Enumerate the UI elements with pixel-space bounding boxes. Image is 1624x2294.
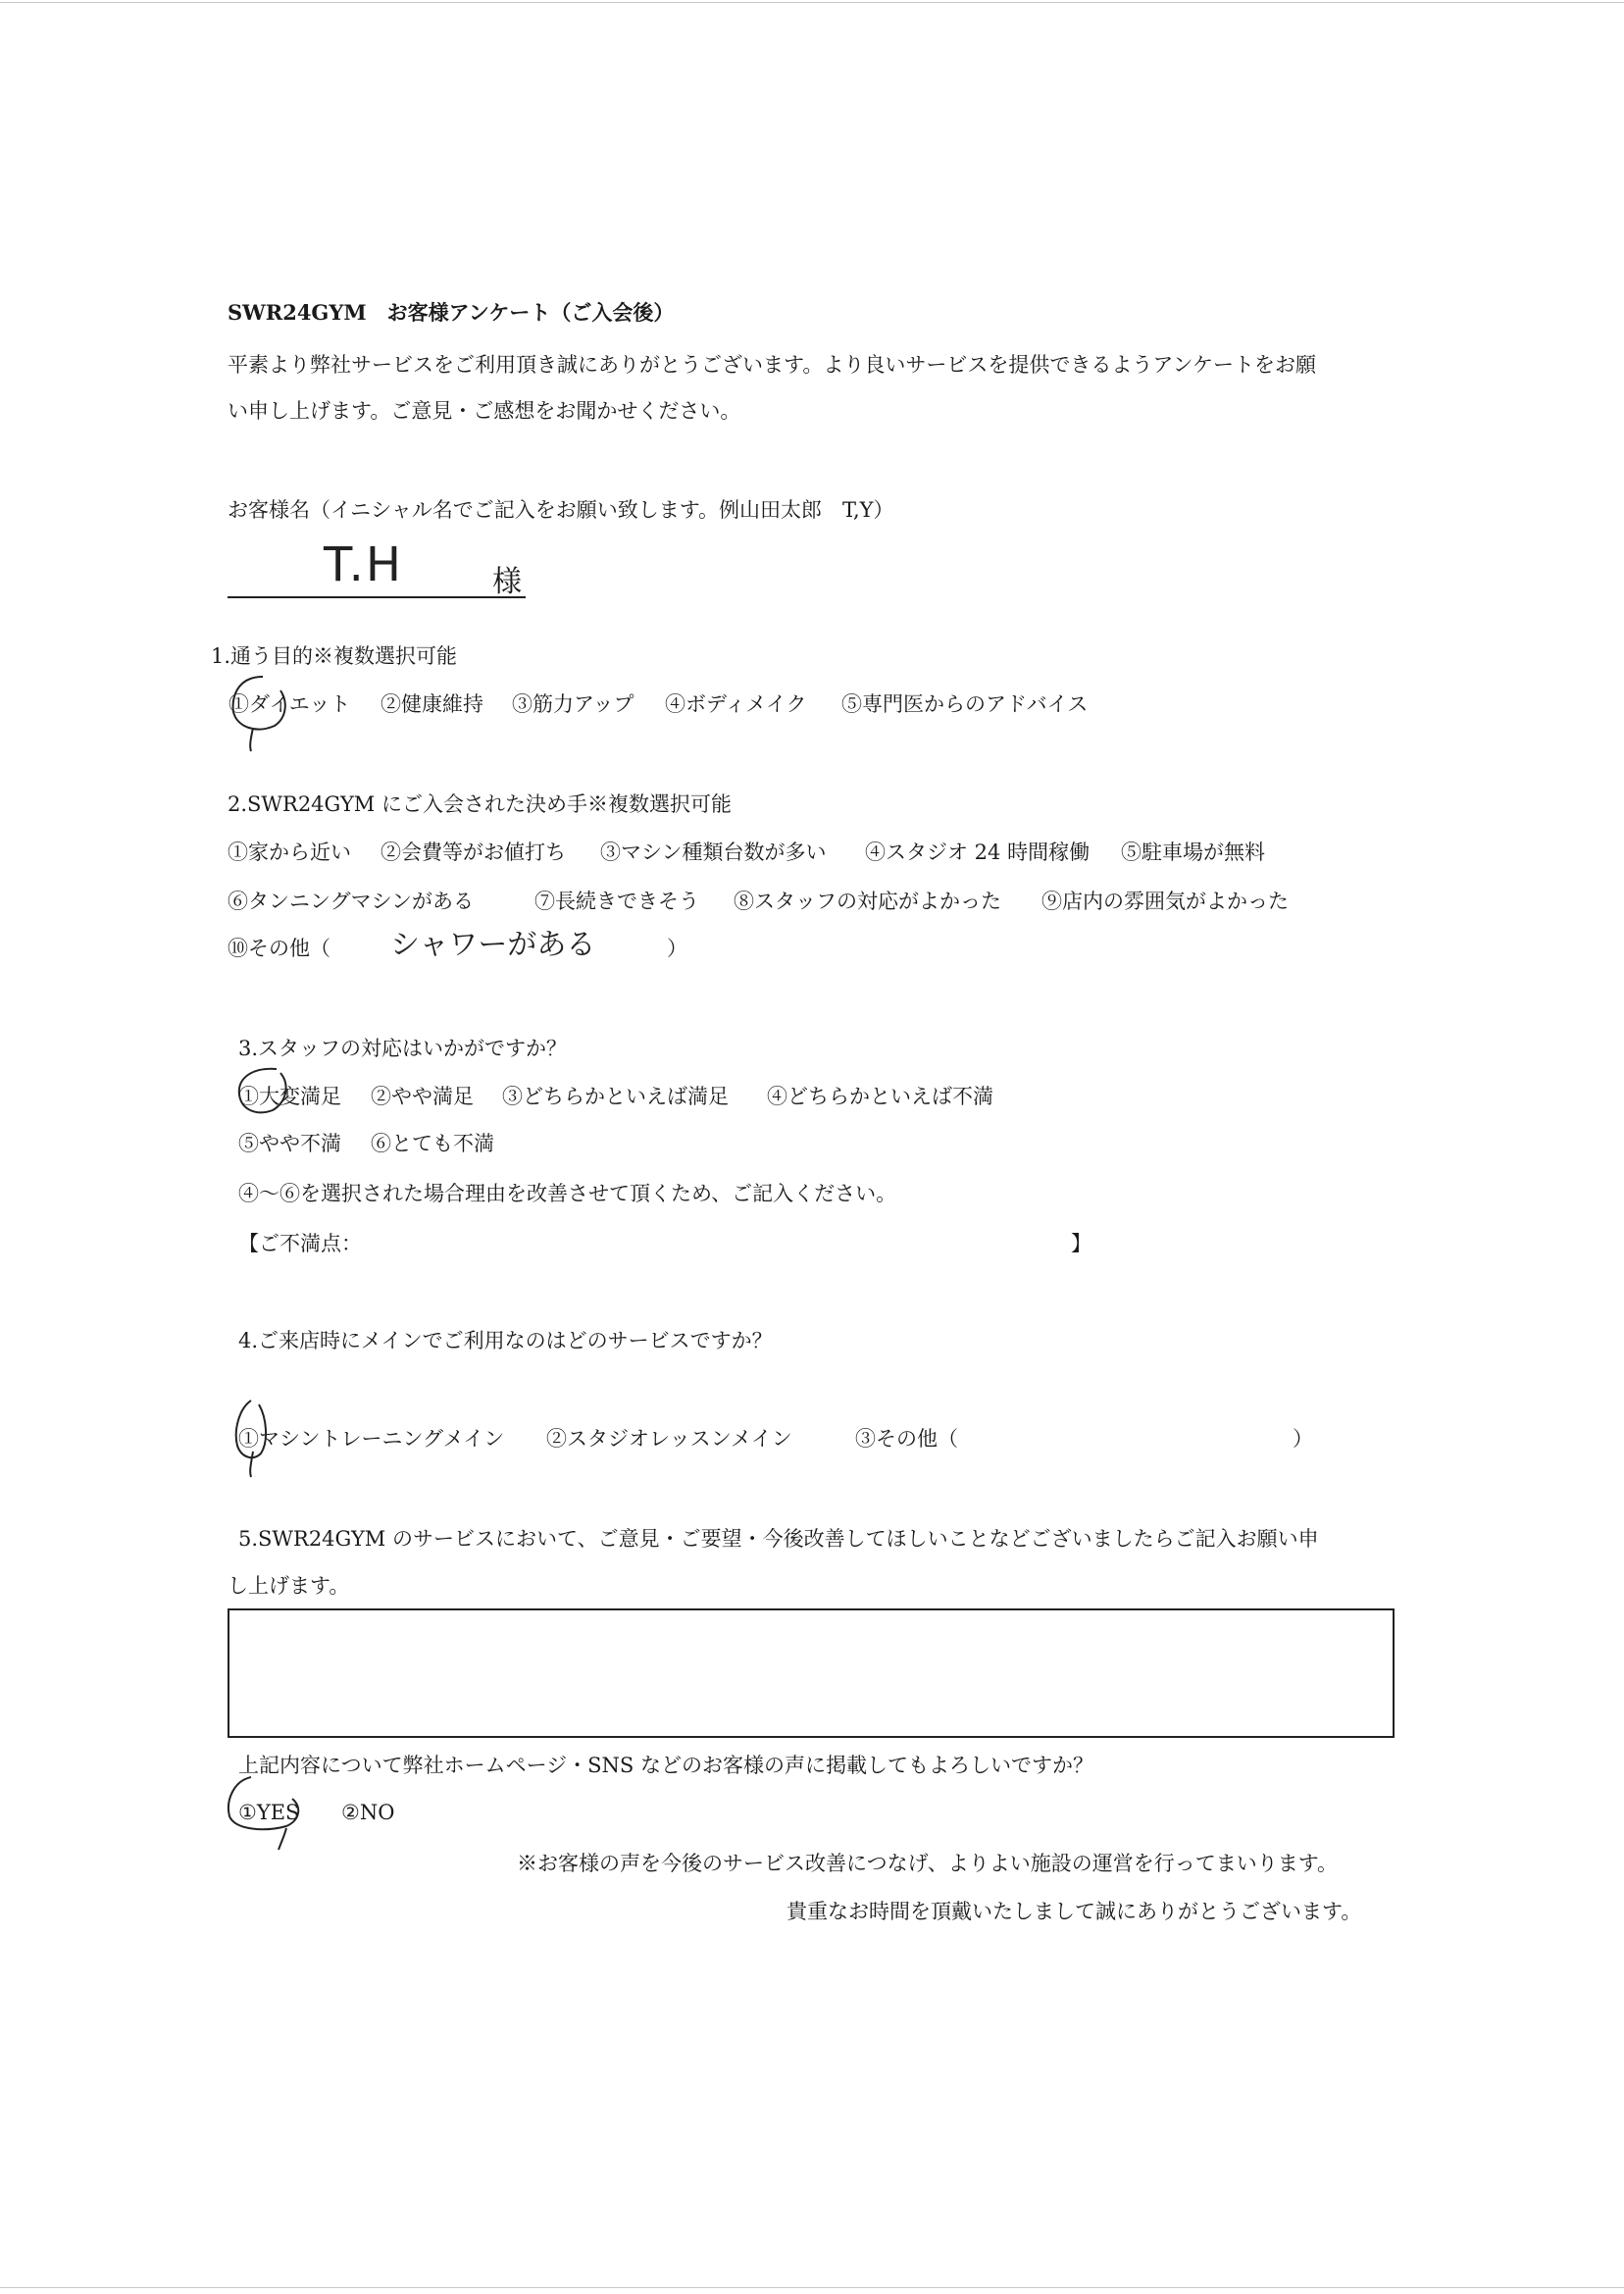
intro-text-line-1: 平素より弊社サービスをご利用頂き誠にありがとうございます。より良いサービスを提供できるようアンケートをお願 — [228, 353, 1317, 377]
q2-option-other[interactable]: ⑩その他（ — [228, 937, 330, 960]
customer-honorific: 様 — [492, 565, 522, 599]
q4-option-studio[interactable]: ②スタジオレッスンメイン — [546, 1427, 792, 1451]
q3-dissatisfaction-label: 【ご不満点： — [238, 1232, 362, 1255]
customer-name-handwritten: T.H — [324, 537, 403, 592]
q1-option-muscle[interactable]: ③筋力アップ — [512, 692, 634, 716]
q4-option-machine[interactable]: ①マシントレーニングメイン — [238, 1427, 505, 1451]
q2-question: 2.SWR24GYM にご入会された決め手※複数選択可能 — [228, 792, 732, 816]
q2-other-close: ） — [667, 937, 687, 960]
q1-option-diet[interactable]: ①ダイエット — [228, 692, 351, 716]
q1-question: 1.通う目的※複数選択可能 — [211, 644, 458, 668]
scan-top-edge — [0, 2, 1624, 3]
q1-option-bodymake[interactable]: ④ボディメイク — [665, 692, 807, 716]
q2-option-studio-24h[interactable]: ④スタジオ 24 時間稼働 — [865, 841, 1091, 864]
q5-option-yes[interactable]: ①YES — [238, 1801, 300, 1824]
q5-publish-question: 上記内容について弊社ホームページ・SNS などのお客様の声に掲載してもよろしいですか？ — [238, 1754, 1093, 1777]
q3-option-very-satisfied[interactable]: ①大変満足 — [238, 1085, 341, 1108]
q5-comment-box[interactable] — [228, 1608, 1395, 1738]
q2-option-staff[interactable]: ⑧スタッフの対応がよかった — [734, 890, 1001, 913]
q2-option-long-lasting[interactable]: ⑦長続きできそう — [534, 890, 699, 913]
q5-question-line-2: し上げます。 — [228, 1574, 350, 1598]
q3-option-rather-dissatisfied[interactable]: ④どちらかといえば不満 — [767, 1085, 993, 1108]
q4-question: 4.ご来店時にメインでご利用なのはどのサービスですか？ — [238, 1329, 773, 1352]
q2-option-tanning[interactable]: ⑥タンニングマシンがある — [228, 890, 475, 913]
q2-option-near-home[interactable]: ①家から近い — [228, 841, 351, 864]
q2-option-machines[interactable]: ③マシン種類台数が多い — [600, 841, 827, 864]
q3-option-somewhat-satisfied[interactable]: ②やや満足 — [371, 1085, 474, 1108]
q1-option-doctor-advice[interactable]: ⑤専門医からのアドバイス — [841, 692, 1089, 716]
q1-option-health[interactable]: ②健康維持 — [381, 692, 483, 716]
footer-line-2: 貴重なお時間を頂戴いたしまして誠にありがとうございます。 — [787, 1900, 1362, 1923]
q5-question-line-1: 5.SWR24GYM のサービスにおいて、ご意見・ご要望・今後改善してほしいことなどございましたらご記入お願い申 — [238, 1527, 1319, 1551]
q5-option-no[interactable]: ②NO — [341, 1801, 395, 1824]
customer-name-line — [228, 596, 526, 598]
q3-dissatisfaction-close: 】 — [1071, 1232, 1091, 1255]
q4-option-other[interactable]: ③その他（ — [855, 1427, 958, 1451]
q3-option-somewhat-dissatisfied[interactable]: ⑤やや不満 — [238, 1132, 341, 1155]
customer-name-label: お客様名（イニシャル名でご記入をお願い致します。例山田太郎 T,Y） — [228, 498, 894, 522]
survey-title: SWR24GYM お客様アンケート（ご入会後） — [228, 300, 675, 325]
q2-option-parking[interactable]: ⑤駐車場が無料 — [1121, 841, 1265, 864]
q4-other-close: ） — [1293, 1427, 1313, 1451]
q2-option-atmosphere[interactable]: ⑨店内の雰囲気がよかった — [1041, 890, 1289, 913]
q3-question: 3.スタッフの対応はいかがですか？ — [238, 1037, 568, 1060]
q3-option-very-dissatisfied[interactable]: ⑥とても不満 — [371, 1132, 494, 1155]
q3-option-rather-satisfied[interactable]: ③どちらかといえば満足 — [502, 1085, 729, 1108]
q2-option-price[interactable]: ②会費等がお値打ち — [381, 841, 566, 864]
q3-note: ④～⑥を選択された場合理由を改善させて頂くため、ご記入ください。 — [238, 1182, 897, 1205]
q2-other-handwritten-answer: シャワーがある — [390, 928, 596, 962]
scan-bottom-edge — [0, 2287, 1624, 2288]
footer-line-1: ※お客様の声を今後のサービス改善につなげ、よりよい施設の運営を行ってまいります。 — [517, 1852, 1339, 1875]
intro-text-line-2: い申し上げます。ご意見・ご感想をお聞かせください。 — [228, 399, 741, 423]
